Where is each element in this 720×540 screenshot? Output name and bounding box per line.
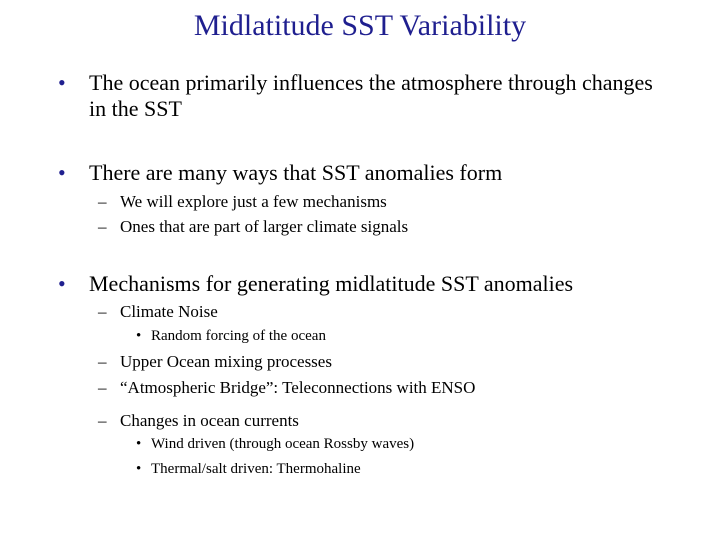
sub-bullet-text: We will explore just a few mechanisms: [120, 192, 387, 211]
sub-sub-bullet-item: [136, 459, 361, 479]
sub-bullet-text: Climate Noise: [120, 302, 218, 321]
bullet-marker: •: [58, 160, 66, 185]
sub-bullet-text: Ones that are part of larger climate signals: [120, 217, 409, 236]
dash-marker: –: [98, 192, 107, 211]
sub-bullet-item: [98, 216, 408, 238]
sub-bullet-item: [98, 191, 387, 213]
bullet-item: [58, 160, 658, 186]
bullet-text: There are many ways that SST anomalies form: [89, 160, 503, 185]
dash-marker: –: [98, 378, 107, 397]
dash-marker: –: [98, 217, 107, 236]
bullet-marker: •: [136, 436, 142, 452]
sub-bullet-item: [98, 377, 475, 399]
bullet-marker: •: [136, 461, 142, 477]
bullet-item: [58, 271, 658, 297]
bullet-text: The ocean primarily influences the atmosphere through changes in the SST: [89, 70, 653, 121]
dash-marker: –: [98, 302, 107, 321]
sub-bullet-item: [98, 351, 332, 373]
dash-marker: –: [98, 352, 107, 371]
sub-bullet-item: [98, 301, 218, 323]
sub-bullet-text: Upper Ocean mixing processes: [120, 352, 332, 371]
sub-sub-bullet-text: Random forcing of the ocean: [151, 328, 326, 344]
slide-title: Midlatitude SST Variability: [193, 9, 527, 42]
sub-sub-bullet-text: Wind driven (through ocean Rossby waves): [151, 436, 415, 452]
bullet-text: Mechanisms for generating midlatitude SST anomalies: [89, 271, 574, 296]
sub-sub-bullet-item: [136, 326, 326, 346]
sub-sub-bullet-text: Thermal/salt driven: Thermohaline: [151, 461, 361, 477]
sub-bullet-text: Changes in ocean currents: [120, 411, 299, 430]
sub-sub-bullet-item: [136, 434, 414, 454]
bullet-marker: •: [58, 271, 66, 296]
bullet-marker: •: [136, 328, 142, 344]
dash-marker: –: [98, 411, 107, 430]
bullet-item: [58, 70, 658, 122]
sub-bullet-item: [98, 410, 299, 432]
sub-bullet-text: “Atmospheric Bridge”: Teleconnections with ENSO: [120, 378, 476, 397]
bullet-marker: •: [58, 70, 66, 95]
